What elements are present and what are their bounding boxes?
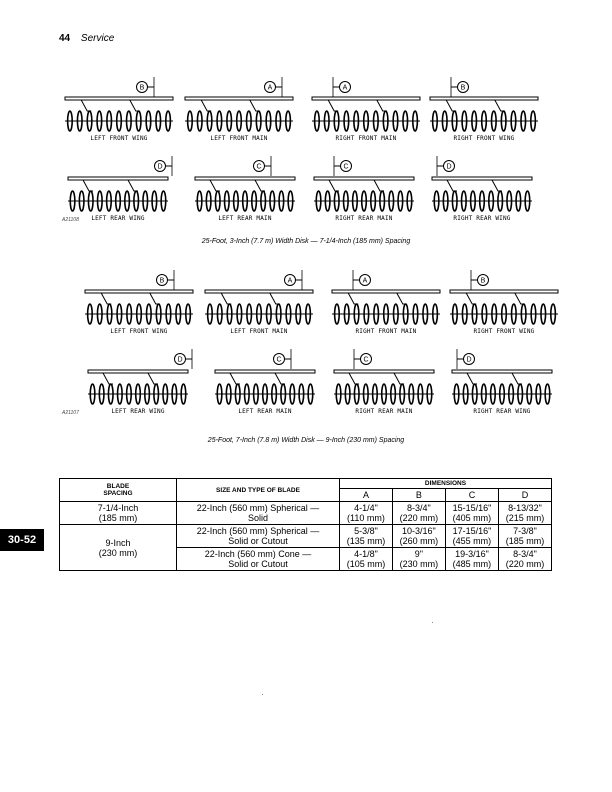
- frame-bracket: [270, 293, 280, 304]
- gang-label: RIGHT FRONT MAIN: [335, 135, 397, 142]
- gang-label: LEFT REAR WING: [111, 408, 165, 415]
- gang-frame: [432, 177, 532, 180]
- gang-label: RIGHT FRONT WING: [453, 135, 515, 142]
- marker-letter: C: [363, 356, 369, 364]
- gang-label: RIGHT FRONT MAIN: [355, 328, 417, 335]
- gang-label: RIGHT REAR WING: [453, 215, 511, 222]
- frame-bracket: [81, 100, 91, 111]
- speck: [432, 622, 433, 623]
- frame-bracket: [128, 180, 138, 191]
- gang-label: RIGHT REAR MAIN: [335, 215, 393, 222]
- frame-bracket: [328, 100, 338, 111]
- gang-label: RIGHT FRONT WING: [473, 328, 535, 335]
- dim-cell: 15-15/16" (405 mm): [445, 502, 498, 525]
- marker-letter: D: [157, 163, 163, 171]
- gang-frame: [195, 177, 295, 180]
- frame-bracket: [397, 293, 407, 304]
- frame-bracket: [101, 293, 111, 304]
- marker-letter: C: [343, 163, 349, 171]
- page-number: 44: [59, 33, 71, 44]
- figure1-caption: 25-Foot, 3-Inch (7.7 m) Width Disk — 7-1/4-Inch (185 mm) Spacing: [201, 238, 411, 245]
- col-d: D: [499, 489, 552, 502]
- dim-cell: 10-3/16" (260 mm): [392, 525, 445, 548]
- gang-label: RIGHT REAR WING: [473, 408, 531, 415]
- marker-letter: B: [460, 84, 466, 92]
- dim-cell: 8-13/32" (215 mm): [499, 502, 552, 525]
- col-b: B: [392, 489, 445, 502]
- frame-bracket: [447, 180, 457, 191]
- frame-bracket: [329, 180, 339, 191]
- dim-cell: 7-3/8" (185 mm): [499, 525, 552, 548]
- blade-cell: 22-Inch (560 mm) Spherical — Solid or Cutout: [177, 525, 340, 548]
- section-title: Service: [80, 33, 115, 44]
- speck: [262, 694, 263, 695]
- gang-frame: [88, 370, 188, 373]
- header-blade-spacing: BLADE SPACING: [60, 479, 177, 502]
- marker-letter: D: [466, 356, 472, 364]
- dim-cell: 8-3/4" (220 mm): [392, 502, 445, 525]
- marker-letter: A: [362, 277, 368, 285]
- frame-bracket: [492, 180, 502, 191]
- frame-bracket: [467, 373, 477, 384]
- gang-frame: [430, 97, 538, 100]
- gang-frame: [215, 370, 315, 373]
- figure-code: A21107: [62, 410, 79, 416]
- figure2-caption: 25-Foot, 7-Inch (7.8 m) Width Disk — 9-Inch (230 mm) Spacing: [207, 437, 405, 444]
- frame-bracket: [83, 180, 93, 191]
- frame-bracket: [512, 373, 522, 384]
- frame-bracket: [275, 373, 285, 384]
- marker-letter: C: [276, 356, 282, 364]
- dim-cell: 4-1/8" (105 mm): [340, 548, 393, 571]
- figure-code: A21108: [62, 217, 79, 223]
- gang-frame: [185, 97, 293, 100]
- frame-bracket: [250, 100, 260, 111]
- gang-label: LEFT REAR MAIN: [218, 215, 272, 222]
- header-blade-type: SIZE AND TYPE OF BLADE: [177, 479, 340, 502]
- gang-frame: [65, 97, 173, 100]
- frame-bracket: [221, 293, 231, 304]
- marker-letter: B: [139, 84, 145, 92]
- frame-bracket: [150, 293, 160, 304]
- gang-frame: [332, 290, 440, 293]
- dim-cell: 17-15/16" (455 mm): [445, 525, 498, 548]
- frame-bracket: [377, 100, 387, 111]
- gang-label: LEFT FRONT MAIN: [210, 135, 268, 142]
- frame-bracket: [348, 293, 358, 304]
- spacing-cell: 7-1/4-Inch (185 mm): [60, 502, 177, 525]
- gang-label: LEFT FRONT WING: [90, 135, 148, 142]
- marker-letter: A: [287, 277, 293, 285]
- frame-bracket: [446, 100, 456, 111]
- blade-cell: 22-Inch (560 mm) Spherical — Solid: [177, 502, 340, 525]
- dim-cell: 9" (230 mm): [392, 548, 445, 571]
- marker-letter: B: [480, 277, 486, 285]
- gang-frame: [85, 290, 193, 293]
- frame-bracket: [349, 373, 359, 384]
- dimensions-table: [59, 478, 552, 571]
- gang-frame: [312, 97, 420, 100]
- side-tab: 30-52: [0, 529, 44, 551]
- dim-cell: 19-3/16" (485 mm): [445, 548, 498, 571]
- gang-frame: [334, 370, 434, 373]
- marker-letter: D: [446, 163, 452, 171]
- marker-letter: B: [159, 277, 165, 285]
- gang-frame: [205, 290, 313, 293]
- gang-label: LEFT REAR MAIN: [238, 408, 292, 415]
- blade-cell: 22-Inch (560 mm) Cone — Solid or Cutout: [177, 548, 340, 571]
- gang-label: LEFT FRONT MAIN: [230, 328, 288, 335]
- frame-bracket: [201, 100, 211, 111]
- header-dimensions: DIMENSIONS: [340, 479, 552, 489]
- frame-bracket: [103, 373, 113, 384]
- dim-cell: 8-3/4" (220 mm): [499, 548, 552, 571]
- gang-label: LEFT REAR WING: [91, 215, 145, 222]
- gang-frame: [452, 370, 552, 373]
- dim-cell: 5-3/8" (135 mm): [340, 525, 393, 548]
- marker-letter: A: [267, 84, 273, 92]
- frame-bracket: [515, 293, 525, 304]
- spacing-cell: 9-Inch (230 mm): [60, 525, 177, 571]
- table-row: [60, 502, 552, 525]
- marker-letter: C: [256, 163, 262, 171]
- col-a: A: [340, 489, 393, 502]
- gang-frame: [314, 177, 414, 180]
- gang-label: LEFT FRONT WING: [110, 328, 168, 335]
- gang-frame: [68, 177, 168, 180]
- frame-bracket: [466, 293, 476, 304]
- frame-bracket: [148, 373, 158, 384]
- table-row: [60, 525, 552, 548]
- frame-bracket: [255, 180, 265, 191]
- gang-label: RIGHT REAR MAIN: [355, 408, 413, 415]
- marker-letter: D: [177, 356, 183, 364]
- frame-bracket: [210, 180, 220, 191]
- frame-bracket: [495, 100, 505, 111]
- frame-bracket: [394, 373, 404, 384]
- frame-bracket: [130, 100, 140, 111]
- col-c: C: [445, 489, 498, 502]
- frame-bracket: [374, 180, 384, 191]
- frame-bracket: [230, 373, 240, 384]
- dim-cell: 4-1/4" (110 mm): [340, 502, 393, 525]
- gang-frame: [450, 290, 558, 293]
- marker-letter: A: [342, 84, 348, 92]
